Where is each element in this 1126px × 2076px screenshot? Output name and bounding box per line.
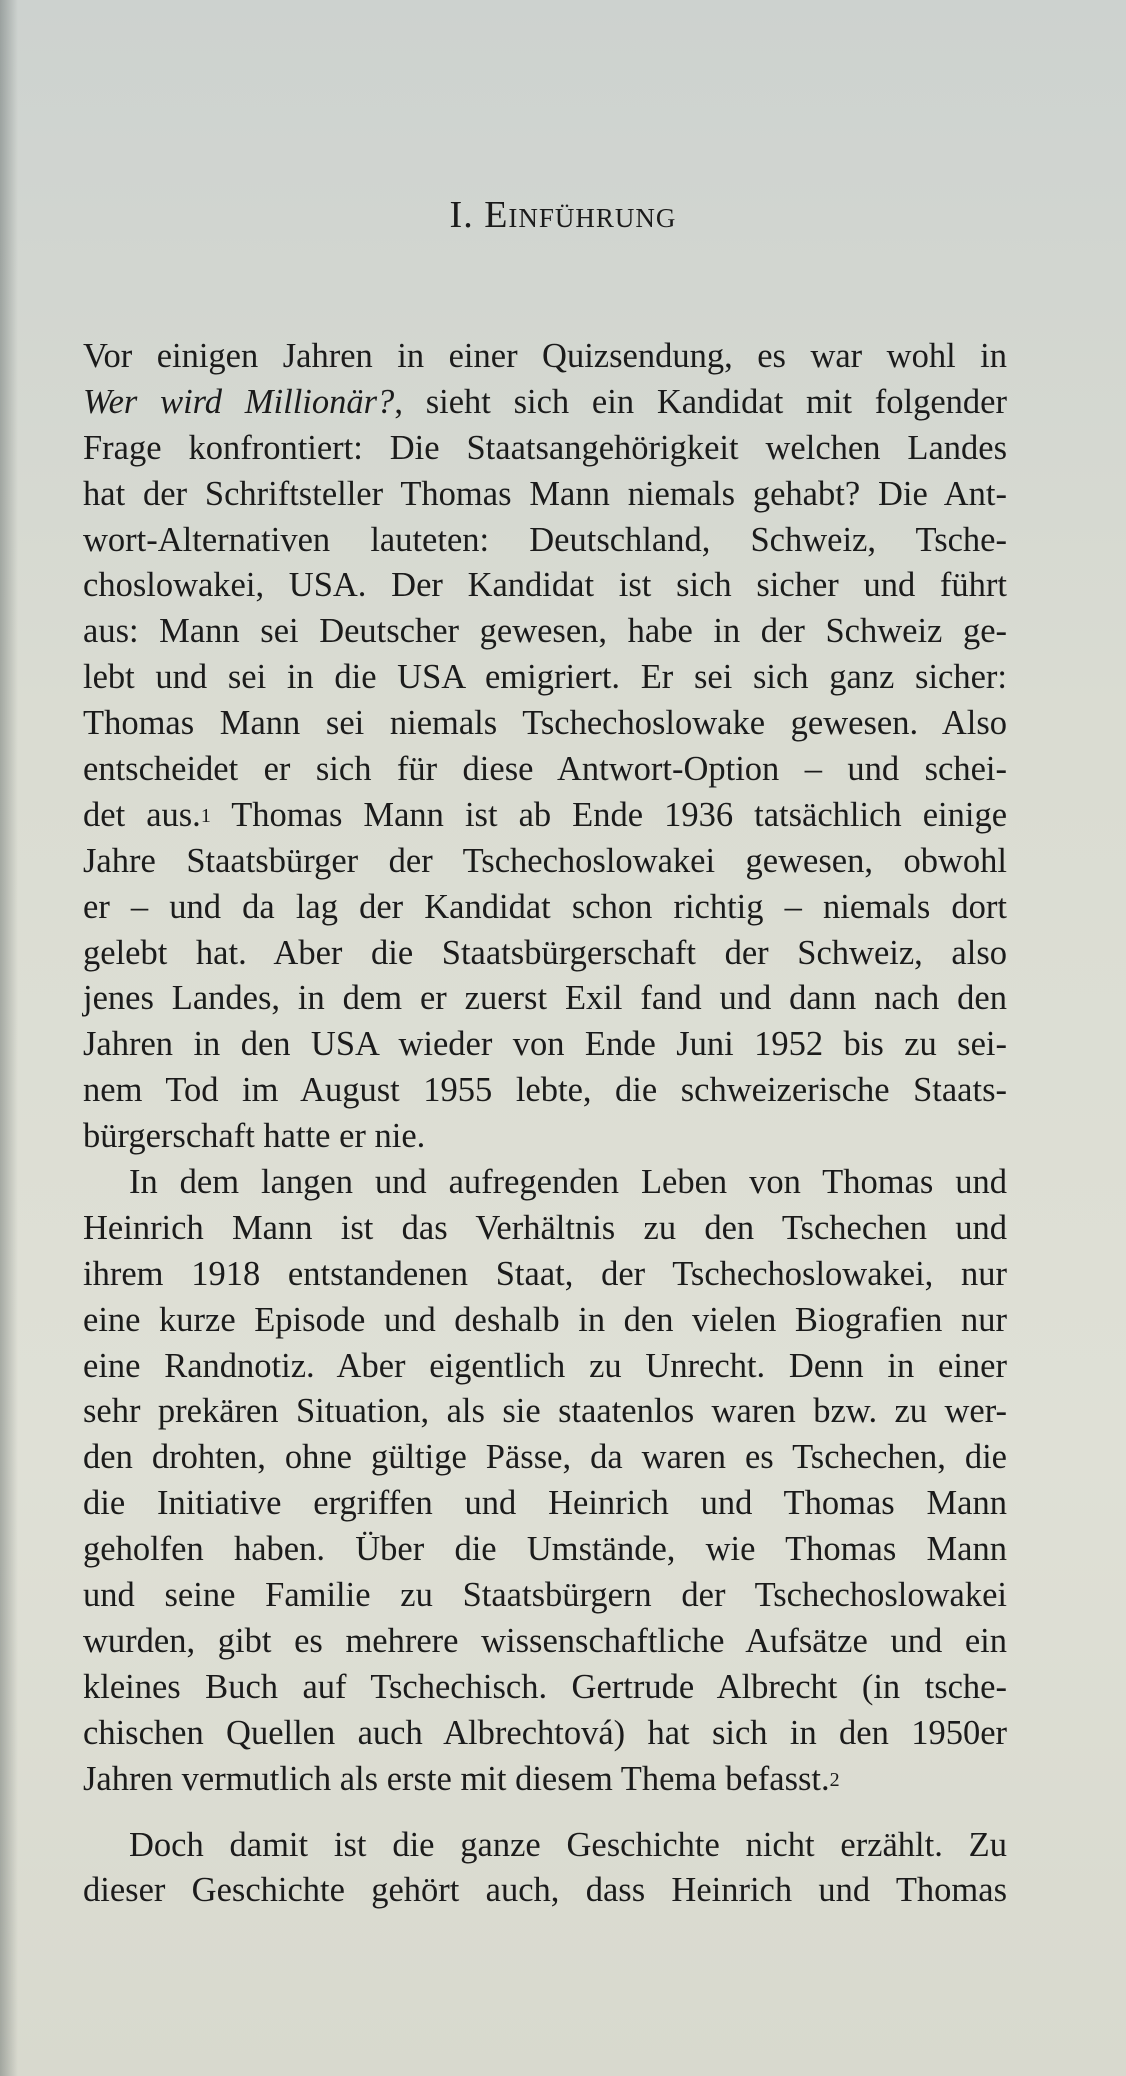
text-line: In dem langen und aufregenden Leben von Thomas und [129,1163,1007,1202]
text-line-with-italic-title [83,380,1007,426]
text-line: gelebt hat. Aber die Staatsbürgerschaft der Schweiz, also [83,933,1007,972]
paragraph-2 [83,1160,1007,1802]
text-line: bürgerschaft hatte er nie. [83,1117,426,1156]
text-line: dieser Geschichte gehört auch, dass Heinrich und Thomas [83,1871,1007,1910]
text-line: die Initiative ergriffen und Heinrich und Thomas Mann [83,1484,1007,1523]
footnote-marker-2[interactable]: 2 [829,1768,840,1791]
text-line: Heinrich Mann ist das Verhältnis zu den Tschechen und [83,1208,1007,1247]
text-line: entscheidet er sich für diese Antwort-Option – und schei- [83,750,1007,789]
text-line: Doch damit ist die ganze Geschichte nicht erzählt. Zu [129,1825,1007,1864]
chapter-number: I. [449,194,474,236]
page-gutter-shadow [0,0,18,2076]
text-line: Jahre Staatsbürger der Tschechoslowakei gewesen, obwohl [83,841,1007,880]
body-text [83,334,1007,1914]
text-line-with-footnote: det aus.$^1$ Thomas Mann ist ab Ende 1936 tatsächlich einige [83,795,1008,834]
paragraph-1 [83,334,1007,1160]
italic-show-title: Wer wird Millionär? [83,382,395,421]
text-line: und seine Familie zu Staatsbürgern der Tschechoslowakei [83,1576,1007,1615]
text-line: ihrem 1918 entstandenen Staat, der Tschechoslowakei, nur [83,1254,1007,1293]
text-line: aus: Mann sei Deutscher gewesen, habe in der Schweiz ge- [83,612,1007,651]
footnote-marker-1[interactable]: 1 [200,804,211,827]
text-line: er – und da lag der Kandidat schon richtig – niemals dort [83,887,1007,926]
text-line: hat der Schriftsteller Thomas Mann niemals gehabt? Die Ant- [83,474,1007,513]
text-line: eine Randnotiz. Aber eigentlich zu Unrecht. Denn in einer [83,1346,1007,1385]
line-remainder: , sieht sich ein Kandidat mit folgender [394,382,1007,421]
text-line-with-footnote: Jahren vermutlich als erste mit diesem Thema befasst.$^2$ [83,1759,840,1798]
text-line: wurden, gibt es mehrere wissenschaftliche Aufsätze und ein [83,1621,1007,1660]
paragraph-gap [83,1803,1007,1823]
text-line: Vor einigen Jahren in einer Quizsendung, es war wohl in [83,337,1007,375]
text-line: Jahren in den USA wieder von Ende Juni 1952 bis zu sei- [83,1025,1007,1064]
chapter-heading [0,193,1126,237]
text-line: den drohten, ohne gültige Pässe, da waren es Tschechen, die [83,1438,1007,1477]
text-line: sehr prekären Situation, als sie staatenlos waren bzw. zu wer- [83,1392,1007,1431]
chapter-title: Einführung [484,194,677,236]
text-line: eine kurze Episode und deshalb in den vielen Biografien nur [83,1300,1007,1339]
text-line: kleines Buch auf Tschechisch. Gertrude Albrecht (in tsche- [83,1667,1007,1706]
text-line: wort-Alternativen lauteten: Deutschland, Schweiz, Tsche- [83,520,1007,559]
text-line: nem Tod im August 1955 lebte, die schweizerische Staats- [83,1071,1007,1110]
text-line: jenes Landes, in dem er zuerst Exil fand und dann nach den [83,979,1007,1018]
paragraph-3 [83,1823,1007,1915]
text-line: lebt und sei in die USA emigriert. Er sei sich ganz sicher: [83,658,1007,697]
text-line: Frage konfrontiert: Die Staatsangehörigkeit welchen Landes [83,428,1007,467]
text-line: geholfen haben. Über die Umstände, wie Thomas Mann [83,1530,1007,1569]
text-line: Thomas Mann sei niemals Tschechoslowake gewesen. Also [83,704,1007,743]
text-line: choslowakei, USA. Der Kandidat ist sich sicher und führt [83,566,1007,605]
text-line: chischen Quellen auch Albrechtová) hat sich in den 1950er [83,1713,1007,1752]
